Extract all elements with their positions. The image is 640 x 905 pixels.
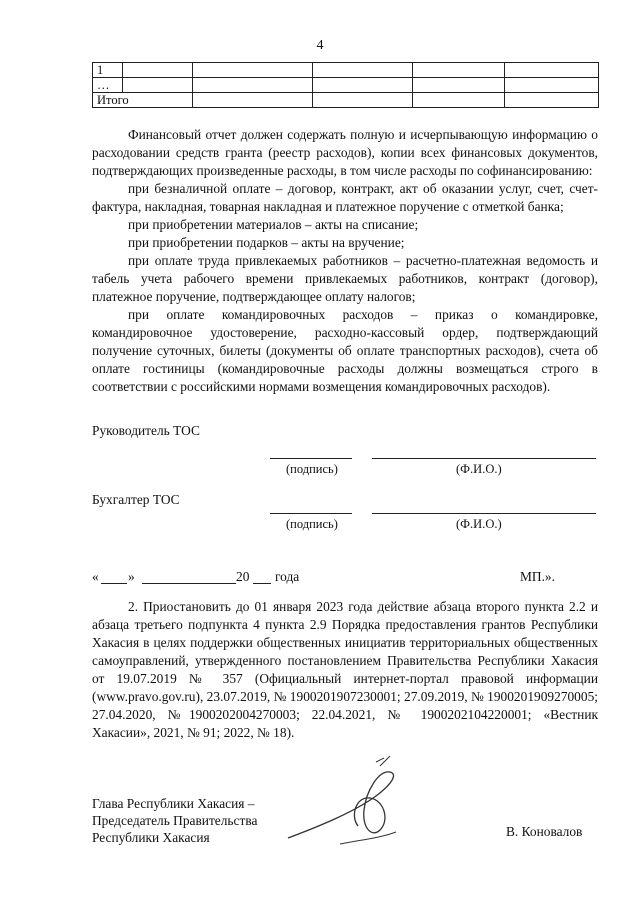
stamp-mark: МП.». bbox=[520, 569, 555, 584]
report-paragraph: при оплате командировочных расходов – приказ о командировке, командировочное удостоверение, расходно-кассовый ордер, подтверждающий получение суточных, билеты (документы об оплате транспортных расходов), счета об оплате гостиницы (командировочные расходы должны возмещаться строго в соответствии с российскими нормами возмещения командировочных расходов). bbox=[92, 307, 598, 394]
table-row bbox=[93, 78, 599, 93]
handwritten-signature bbox=[280, 752, 430, 852]
day-blank bbox=[101, 583, 127, 584]
report-paragraph: Финансовый отчет должен содержать полную и исчерпывающую информацию о расходовании средств гранта (реестр расходов), копии всех финансовых документов, подтверждающих произведенные расходы, в том числе расходы по софинансированию: bbox=[92, 127, 598, 178]
table-cell bbox=[313, 93, 413, 108]
signature-line bbox=[270, 513, 352, 514]
year-suffix: года bbox=[275, 569, 300, 584]
table-cell bbox=[193, 93, 313, 108]
name-line bbox=[372, 458, 596, 459]
date-open-quote: « bbox=[92, 569, 99, 584]
table-cell bbox=[193, 78, 313, 93]
report-paragraph: при приобретении материалов – акты на списание; bbox=[128, 217, 419, 232]
signature-caption: (подпись) bbox=[286, 462, 338, 476]
table-cell bbox=[413, 78, 505, 93]
table-cell: 1 bbox=[93, 63, 123, 78]
page-number: 4 bbox=[316, 38, 324, 53]
year-prefix: 20 bbox=[236, 569, 250, 584]
report-paragraph: при приобретении подарков – акты на вручение; bbox=[128, 235, 405, 250]
name-line bbox=[372, 513, 596, 514]
month-blank bbox=[142, 583, 236, 584]
table-row bbox=[93, 63, 599, 78]
decree-paragraph: 2. Приостановить до 01 января 2023 года действие абзаца второго пункта 2.2 и абзаца третьего подпункта 4 пункта 2.9 Порядка предоставления грантов Республики Хакасия в целях поддержки общественных инициатив территориальных общественных самоуправлений, утвержденного постановлением Правительства Республики Хакасия от 19.07.2019 № 357 (Официальный интернет-портал правовой информации (www.pravo.gov.ru), 23.07.2019, № 1900201907230001; 27.09.2019, № 1900201909270005; 27.04.2020, №1900202004270003; 22.04.2021, № 1900202104220001; «Вестник Хакасии», 2021, № 91; 2022, № 18). bbox=[92, 599, 598, 740]
signature-line bbox=[270, 458, 352, 459]
table-cell bbox=[313, 63, 413, 78]
name-caption: (Ф.И.О.) bbox=[456, 517, 502, 531]
report-paragraph: при оплате труда привлекаемых работников – расчетно-платежная ведомость и табель учета рабочего времени привлекаемых работников, контракт (договор), платежное поручение, подтверждающее оплату налогов; bbox=[92, 253, 598, 304]
table-cell bbox=[505, 78, 599, 93]
table-cell bbox=[505, 63, 599, 78]
date-close-quote: » bbox=[128, 569, 135, 584]
expense-table bbox=[92, 62, 599, 108]
table-cell bbox=[193, 63, 313, 78]
table-row-total bbox=[93, 93, 599, 108]
signatory-title-line1: Глава Республики Хакасия – bbox=[92, 796, 255, 811]
year-blank bbox=[253, 583, 271, 584]
table-cell bbox=[413, 93, 505, 108]
table-cell-total-label: Итого bbox=[93, 93, 193, 108]
table-cell bbox=[313, 78, 413, 93]
table-cell bbox=[413, 63, 505, 78]
name-caption: (Ф.И.О.) bbox=[456, 462, 502, 476]
report-paragraph: при безналичной оплате – договор, контракт, акт об оказании услуг, счет, счет-фактура, накладная, товарная накладная и платежное поручение с отметкой банка; bbox=[92, 181, 598, 214]
head-label: Руководитель ТОС bbox=[92, 423, 200, 438]
signature-caption: (подпись) bbox=[286, 517, 338, 531]
accountant-label: Бухгалтер ТОС bbox=[92, 492, 180, 507]
table-cell bbox=[123, 63, 193, 78]
table-cell bbox=[123, 78, 193, 93]
signatory-name: В. Коновалов bbox=[506, 824, 583, 839]
signatory-title-line2: Председатель Правительства bbox=[92, 813, 258, 828]
table-cell bbox=[505, 93, 599, 108]
decree-text bbox=[92, 598, 598, 742]
table-cell: … bbox=[93, 78, 123, 93]
signatory-title-line3: Республики Хакасия bbox=[92, 830, 210, 845]
report-requirements bbox=[92, 126, 598, 396]
